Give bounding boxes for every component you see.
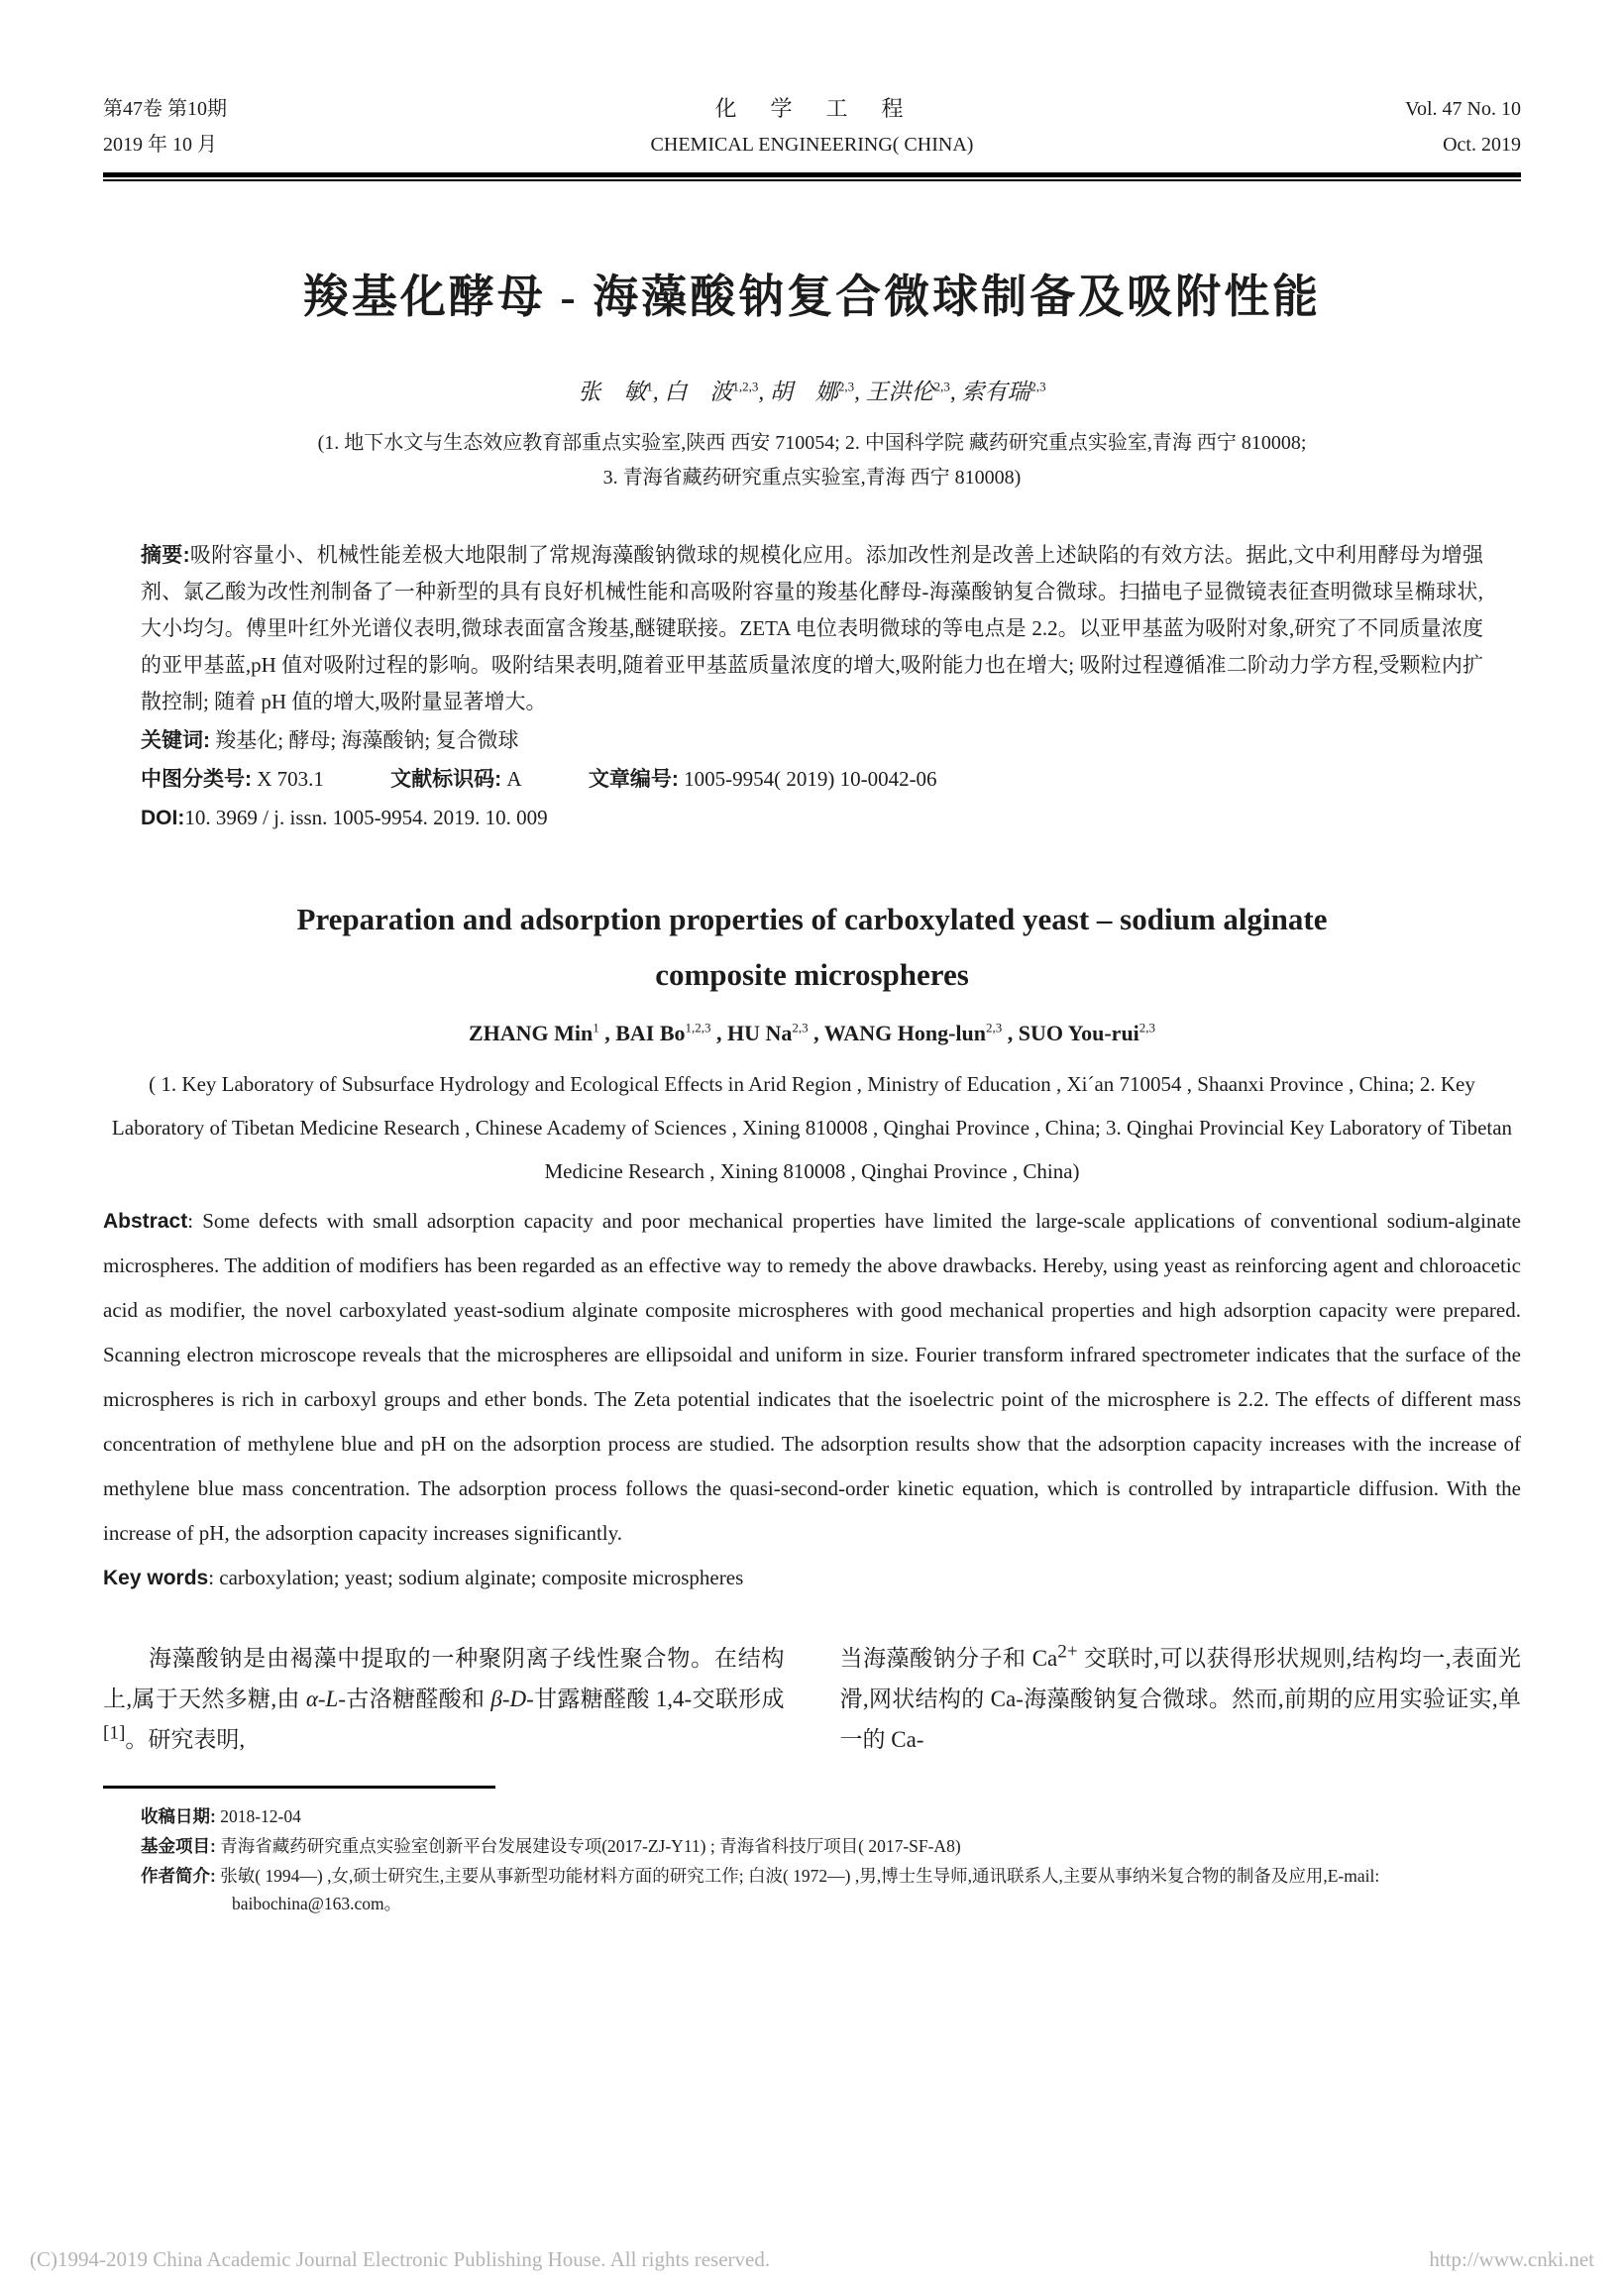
abstract-en [103, 1199, 1521, 1556]
formula-alpha-l: α-L- [305, 1687, 347, 1711]
copyright-notice: (C)1994-2019 China Academic Journal Electronic Publishing House. All rights reserved. [30, 2247, 771, 2271]
header-rule [103, 172, 1521, 181]
article-title-en: Preparation and adsorption properties of carboxylated yeast – sodium alginate composite microspheres [296, 902, 1328, 992]
affiliations-en: ( 1. Key Laboratory of Subsurface Hydrology and Ecological Effects in Arid Region , Ministry of Education , Xi´an 710054 , Shaanxi Province , China; 2. Key Laboratory of Tibetan Medicine Research , Chinese Academy of Sciences , Xining 810008 , Qinghai Province , China; 3. Qinghai Provincial Key Laboratory of Tibetan Medicine Research , Xining 810008 , Qinghai Province , China) [111, 1072, 1513, 1183]
journal-header [103, 91, 1521, 163]
article-title-cn: 羧基化酵母 - 海藻酸钠复合微球制备及吸附性能 [302, 272, 1322, 322]
author-bio: 作者简介: 张敏( 1994—) ,女,硕士研究生,主要从事新型功能材料方面的研究工作; 白波( 1972—) ,男,博士生导师,通讯联系人,主要从事纳米复合物的制备及应用,E-mail: baibochina@163.com。 [141, 1866, 1380, 1913]
journal-name-cn: 化 学 工 程 [714, 96, 910, 121]
body-paragraph-left: 海藻酸钠是由褐藻中提取的一种聚阴离子线性聚合物。在结构上,属于天然多糖,由 α-L-古洛糖醛酸和 β-D-甘露糖醛酸 1,4-交联形成[1]。研究表明, [103, 1646, 785, 1752]
doi-value: 10. 3969 / j. issn. 1005-9954. 2019. 10. 009 [184, 806, 548, 829]
formula-beta-d: β-D- [490, 1687, 534, 1711]
footnote-rule [103, 1786, 495, 1789]
author-affil-sup: 1,2,3 [685, 1020, 711, 1035]
author-cn: 胡 娜$^{2,3}$, [769, 379, 866, 404]
author-affil-sup: 2,3 [1138, 1020, 1156, 1035]
doi-label: DOI: [141, 807, 185, 829]
affiliation-cn-line1: (1. 地下水文与生态效应教育部重点实验室,陕西 西安 710054; 2. 中国科学院 藏药研究重点实验室,青海 西宁 810008; [317, 432, 1307, 454]
keywords-cn-label: 关键词: [141, 729, 210, 752]
classification-line [141, 761, 1483, 798]
author-cn: 王洪伦$^{2,3}$, [865, 379, 962, 404]
keywords-en [103, 1556, 1521, 1600]
page-footer [0, 2247, 1624, 2272]
body-column-left [103, 1638, 785, 1760]
header-left [103, 91, 400, 163]
abstract-en-text: : Some defects with small adsorption capacity and poor mechanical properties have limited the large-scale applications of conventional sodium-alginate microspheres. The addition of modifiers has been regarded as an effective way to remedy the above drawbacks. Hereby, using yeast as reinforcing agent and chloroacetic acid as modifier, the novel carboxylated yeast-sodium alginate composite microspheres with good mechanical properties and high adsorption capacity were prepared. Scanning electron microscope reveals that the microspheres are ellipsoidal and uniform in size. Fourier transform infrared spectrometer indicates that the surface of the microspheres is rich in carboxyl groups and ether bonds. The Zeta potential indicates that the isoelectric point of the microsphere is 2.2. The effects of different mass concentration of methylene blue and pH on the adsorption process are studied. The adsorption results show that the adsorption capacity increases with the increase of methylene blue mass concentration. The adsorption process follows the quasi-second-order kinetic equation, which is controlled by intraparticle diffusion. With the increase of pH, the adsorption capacity increases significantly. [103, 1209, 1521, 1545]
keywords-cn-text: 羧基化; 酵母; 海藻酸钠; 复合微球 [215, 728, 519, 752]
author-cn: 张 敏$^1$, [578, 379, 665, 404]
document-code: 文献标识码: A [390, 767, 522, 791]
author-en: HU Na$^{2,3}$ , [727, 1020, 824, 1045]
keywords-en-text: : carboxylation; yeast; sodium alginate; composite microspheres [208, 1566, 744, 1589]
author-affil-sup: 1 [593, 1020, 599, 1035]
author-cn: 白 波$^{1,2,3}$, [664, 379, 770, 404]
abstract-en-label: Abstract [103, 1210, 188, 1233]
volume-issue-cn: 第47卷 第10期 [103, 98, 227, 120]
author-affil-sup: 2,3 [986, 1020, 1003, 1035]
footnotes [103, 1802, 1521, 1917]
journal-name-en: CHEMICAL ENGINEERING( CHINA) [650, 134, 974, 156]
body-column-right [840, 1638, 1522, 1760]
author-en: BAI Bo$^{1,2,3}$ , [615, 1020, 728, 1045]
ca-ion-sup: 2+ [1057, 1641, 1078, 1663]
date-en: Oct. 2019 [1443, 134, 1521, 156]
abstract-cn-label: 摘要: [141, 544, 190, 567]
author-affil-sup: 2,3 [792, 1020, 809, 1035]
author-en: ZHANG Min$^1$ , [468, 1020, 616, 1045]
article-number: 文章编号: 1005-9954( 2019) 10-0042-06 [588, 767, 937, 791]
received-date: 收稿日期: 2018-12-04 [141, 1806, 301, 1826]
author-affil-sup: 1 [646, 379, 653, 394]
header-right [1224, 91, 1521, 163]
volume-issue-en: Vol. 47 No. 10 [1405, 98, 1521, 120]
author-affil-sup: 2,3 [837, 379, 855, 394]
body-paragraph-right: 当海藻酸钠分子和 $Ca^{2+}$ 交联时,可以获得形状规则,结构均一,表面光滑,网状结构的 Ca-海藻酸钠复合微球。然而,前期的应用实验证实,单一的 Ca- [839, 1641, 1521, 1752]
abstract-cn [141, 537, 1483, 720]
cnki-url: http://www.cnki.net [1429, 2247, 1594, 2271]
meta-block-cn [141, 537, 1483, 836]
clc-number: 中图分类号: X 703.1 [141, 767, 324, 791]
doi-line [141, 800, 1483, 836]
header-center [400, 91, 1224, 163]
keywords-en-label: Key words [103, 1567, 209, 1589]
author-en: SUO You-rui$^{2,3}$ [1018, 1020, 1156, 1045]
affiliation-cn-line2: 3. 青海省藏药研究重点实验室,青海 西宁 810008) [602, 467, 1022, 489]
fund-project: 基金项目: 青海省藏药研究重点实验室创新平台发展建设专项(2017-ZJ-Y11) ; 青海省科技厅项目( 2017-SF-A8) [141, 1836, 961, 1856]
author-affil-sup: 1,2,3 [732, 379, 759, 394]
authors-en [103, 1021, 1521, 1046]
body-columns [103, 1638, 1521, 1760]
keywords-cn [141, 722, 1483, 759]
date-cn: 2019 年 10 月 [103, 134, 217, 156]
affiliations-cn [103, 426, 1521, 495]
abstract-cn-text: 吸附容量小、机械性能差极大地限制了常规海藻酸钠微球的规模化应用。添加改性剂是改善上述缺陷的有效方法。据此,文中利用酵母为增强剂、氯乙酸为改性剂制备了一种新型的具有良好机械性能和高吸附容量的羧基化酵母-海藻酸钠复合微球。扫描电子显微镜表征查明微球呈椭球状,大小均匀。傅里叶红外光谱仪表明,微球表面富含羧基,醚键联接。ZETA 电位表明微球的等电点是 2.2。以亚甲基蓝为吸附对象,研究了不同质量浓度的亚甲基蓝,pH 值对吸附过程的影响。吸附结果表明,随着亚甲基蓝质量浓度的增大,吸附能力也在增大; 吸附过程遵循准二阶动力学方程,受颗粒内扩散控制; 随着 pH 值的增大,吸附量显著增大。 [141, 543, 1484, 713]
author-affil-sup: 2,3 [933, 379, 950, 394]
citation-ref-1: [1] [103, 1722, 126, 1744]
author-cn: 索有瑞$^{2,3}$ [961, 379, 1046, 404]
author-affil-sup: 2,3 [1029, 379, 1046, 394]
authors-cn [103, 374, 1521, 406]
author-en: WANG Hong-lun$^{2,3}$ , [823, 1020, 1019, 1045]
